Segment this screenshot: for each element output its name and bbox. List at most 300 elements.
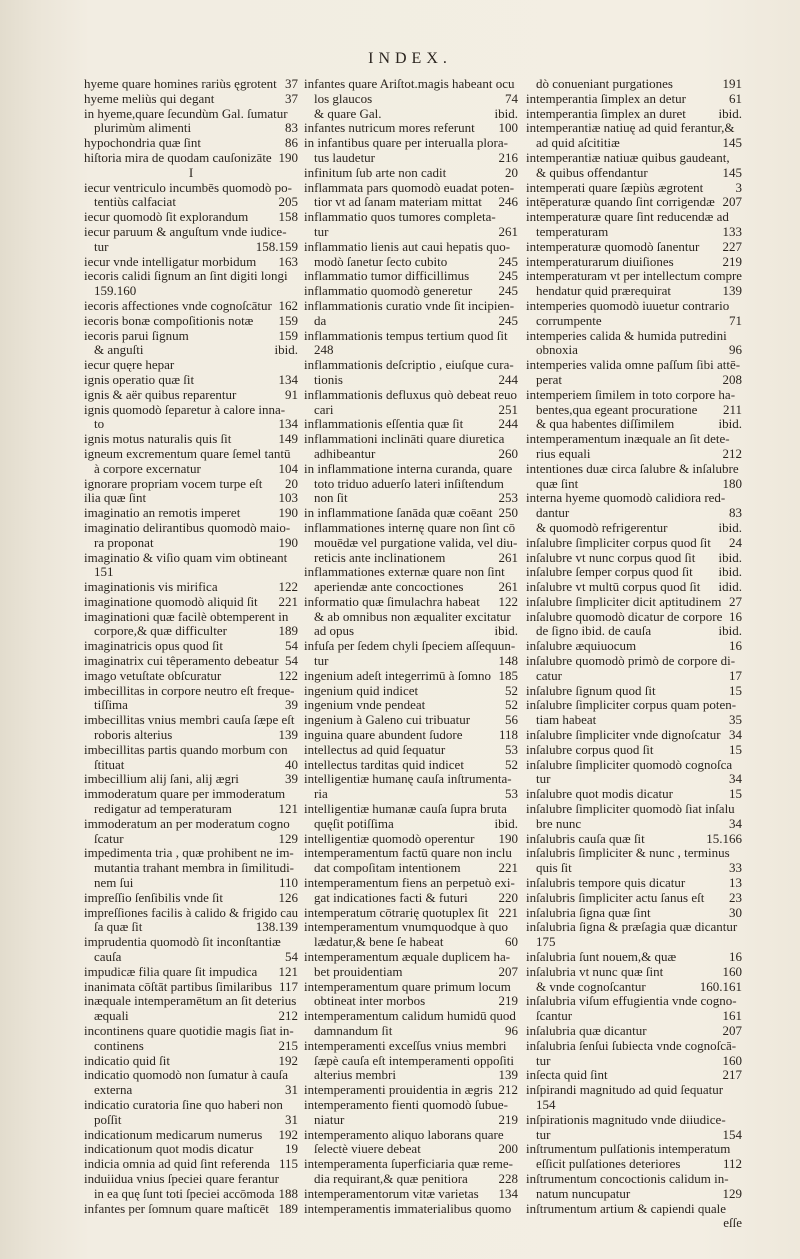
- entry-text: non ſit: [314, 491, 348, 506]
- page-reference: 56: [505, 713, 518, 728]
- page-reference: eſſe: [723, 1216, 742, 1231]
- page-reference: 134: [498, 1186, 518, 1201]
- entry-text: imbecillitas in corpore neutro eſt freque-: [84, 683, 295, 698]
- index-line: [304, 506, 518, 521]
- page-reference: 185: [498, 668, 518, 683]
- entry-text: & qua habentes diſſimilem: [536, 417, 675, 432]
- entry-text: ingenium quid indicet: [304, 683, 419, 698]
- entry-text: imago vetuſtate obſcuratur: [84, 668, 222, 683]
- index-line: [526, 388, 742, 403]
- index-line: [526, 580, 742, 595]
- entry-text: intelligentiæ humanę cauſa inſtrumenta-: [304, 772, 512, 787]
- index-entry: [526, 743, 742, 758]
- entry-text: bentes,qua egeant procuratione: [536, 402, 698, 417]
- index-line: [84, 373, 298, 388]
- entry-text: ſelectè viuere debeat: [314, 1142, 421, 1157]
- index-line: [84, 713, 298, 728]
- index-line: [84, 240, 298, 255]
- page-reference: ibid.: [718, 417, 742, 432]
- page-reference: 103: [278, 491, 298, 506]
- index-line: [526, 1187, 742, 1202]
- index-line: [84, 906, 298, 921]
- entry-text: inſalubria ſigna & præſagia quæ dicantur: [526, 920, 738, 935]
- entry-text: indicatio quomodò non ſumatur à cauſa: [84, 1068, 288, 1083]
- entry-text: ingenium vnde pendeat: [304, 698, 426, 713]
- index-line: [304, 136, 518, 151]
- entry-text: impreſſio ſenſibilis vnde ſit: [84, 890, 224, 905]
- index-entry: [526, 580, 742, 595]
- index-line: [526, 1039, 742, 1054]
- page-reference: 16: [729, 950, 742, 965]
- entry-text: infantes per ſomnum quare maſticēt: [84, 1201, 269, 1216]
- entry-text: impedimenta tria , quæ prohibent ne im-: [84, 846, 294, 861]
- page-reference: 39: [285, 772, 298, 787]
- entry-text: hyeme meliùs qui degant: [84, 91, 215, 106]
- index-entry: [526, 1172, 742, 1202]
- page-reference: 221: [498, 905, 518, 920]
- index-entry: [526, 491, 742, 535]
- entry-text: aperiendæ ante concoctiones: [314, 580, 464, 595]
- entry-text: inflammationis curatio vnde ſit incipien-: [304, 298, 515, 313]
- page-reference: 23: [729, 890, 742, 905]
- index-line: [84, 610, 298, 625]
- index-entry: [304, 240, 518, 270]
- entry-text: 151: [94, 565, 114, 580]
- page-reference: 246: [498, 195, 518, 210]
- page-reference: 20: [285, 476, 298, 491]
- index-line: [526, 1216, 742, 1231]
- entry-text: ſa quæ ſit: [94, 920, 143, 935]
- index-entry: [304, 846, 518, 876]
- entry-text: ſtituat: [94, 757, 125, 772]
- index-entry: [84, 772, 298, 787]
- index-entry: [526, 802, 742, 832]
- entry-text: bre nunc: [536, 816, 582, 831]
- index-line: [84, 698, 298, 713]
- page-reference: 148: [498, 654, 518, 669]
- index-line: [84, 477, 298, 492]
- page-reference: 190: [498, 831, 518, 846]
- entry-text: intemperamentum vnumquodque à quo: [304, 920, 508, 935]
- index-entry: [84, 1054, 298, 1069]
- entry-text: inſalubre ſimpliciter quomodò ſiat inſalu: [526, 802, 735, 817]
- entry-text: obtineat inter morbos: [314, 994, 426, 1009]
- page-reference: 53: [505, 787, 518, 802]
- page-reference: 83: [729, 506, 742, 521]
- index-line: [526, 817, 742, 832]
- entry-text: in infantibus quare per interualla plora-: [304, 136, 508, 151]
- entry-text: hyeme quare homines rariùs ęgrotent: [84, 77, 277, 91]
- index-line: [526, 551, 742, 566]
- index-entry: [304, 506, 518, 521]
- entry-text: ilia quæ ſint: [84, 491, 147, 506]
- index-entry: [304, 1083, 518, 1098]
- index-line: [84, 299, 298, 314]
- index-line: [526, 1142, 742, 1157]
- index-entry: [526, 107, 742, 122]
- page-reference: 15: [729, 742, 742, 757]
- entry-text: redigatur ad temperaturam: [94, 802, 232, 817]
- index-line: [526, 166, 742, 181]
- index-line: [304, 1113, 518, 1128]
- page-reference: 138.139: [255, 920, 298, 935]
- index-line: [526, 1068, 742, 1083]
- index-line: [84, 654, 298, 669]
- index-entry: [304, 136, 518, 166]
- page-reference: 189: [278, 624, 298, 639]
- page-reference: 244: [498, 417, 518, 432]
- page-reference: 217: [722, 1068, 742, 1083]
- entry-text: de ſigno ibid. de cauſa: [536, 624, 652, 639]
- entry-text: damnandum ſit: [314, 1024, 393, 1038]
- index-entry: [84, 269, 298, 299]
- index-line: [526, 876, 742, 891]
- page-reference: 212: [278, 1009, 298, 1024]
- page-reference: 245: [498, 284, 518, 299]
- entry-text: inſalubre quomodò dicatur de corpore: [526, 609, 723, 624]
- entry-text: catur: [536, 668, 562, 683]
- index-line: [84, 1054, 298, 1069]
- index-line: [526, 373, 742, 388]
- index-entry: [84, 906, 298, 936]
- entry-text: mouēdæ vel purgatione valida, vel diu-: [314, 535, 518, 550]
- page-reference: ibid.: [494, 816, 518, 831]
- index-line: [304, 1157, 518, 1172]
- index-entry: [526, 299, 742, 329]
- index-line: [84, 1039, 298, 1054]
- page-reference: 35: [729, 713, 742, 728]
- entry-text: inſalubris ſimpliciter & nunc , terminus: [526, 846, 730, 861]
- index-entry: [84, 477, 298, 492]
- index-line: [526, 477, 742, 492]
- index-line: [304, 861, 518, 876]
- page-reference: 149: [278, 432, 298, 447]
- page-reference: 31: [285, 1083, 298, 1098]
- entry-text: tentiùs calfaciat: [94, 195, 176, 210]
- index-entry: [84, 595, 298, 610]
- index-line: [526, 1098, 742, 1113]
- page-reference: 115: [278, 1157, 298, 1172]
- index-line: [526, 1202, 742, 1217]
- index-entry: [526, 698, 742, 728]
- index-line: [304, 817, 518, 832]
- entry-text: inflammatio quos tumores completa-: [304, 210, 496, 225]
- index-line: [304, 1187, 518, 1202]
- page-reference: 122: [278, 668, 298, 683]
- index-line: [304, 210, 518, 225]
- page-reference: 251: [498, 402, 518, 417]
- entry-text: intellectus tarditas quid indicet: [304, 757, 464, 772]
- entry-text: inſtrumentum artium & capiendi quale: [526, 1201, 727, 1216]
- index-line: [84, 462, 298, 477]
- entry-text: tur: [536, 1127, 551, 1142]
- index-line: [526, 758, 742, 773]
- index-line: [84, 920, 298, 935]
- entry-text: intemperantiæ natiuę ad quid ferantur,&: [526, 121, 735, 136]
- page-reference: 162: [278, 298, 298, 313]
- index-line: [84, 832, 298, 847]
- page-reference: 154: [722, 1127, 742, 1142]
- entry-text: tur: [94, 239, 109, 254]
- index-entry: [304, 1157, 518, 1187]
- entry-text: ſæpè cauſa eſt intemperamenti oppoſiti: [314, 1053, 514, 1068]
- index-entry: [84, 1068, 298, 1098]
- entry-text: inſpirandi magnitudo ad quid ſequatur: [526, 1083, 724, 1098]
- index-line: [304, 595, 518, 610]
- entry-text: iecur quomodò ſit explorandum: [84, 210, 249, 225]
- index-line: [304, 950, 518, 965]
- index-entry: [526, 832, 742, 847]
- entry-text: iecoris bonæ compoſitionis notæ: [84, 313, 254, 328]
- index-entry: [84, 846, 298, 890]
- index-line: [526, 595, 742, 610]
- page-reference: 133: [722, 224, 742, 239]
- entry-text: inguina quare abundent ſudore: [304, 728, 463, 743]
- entry-text: cauſa: [94, 950, 122, 965]
- index-line: [304, 935, 518, 950]
- entry-text: intelligentiæ humanæ cauſa ſupra bruta: [304, 802, 507, 817]
- entry-text: intemperaturæ quare ſint reducendæ ad: [526, 210, 729, 225]
- index-entry: [304, 713, 518, 728]
- index-entry: [84, 358, 298, 373]
- index-line: [84, 388, 298, 403]
- page-reference: 219: [722, 254, 742, 269]
- entry-text: imaginatio & viſio quam vim obtineant: [84, 550, 288, 565]
- page-reference: 54: [285, 639, 298, 654]
- entry-text: inſalubre quomodò primò de corpore di-: [526, 654, 736, 669]
- index-line: [304, 1142, 518, 1157]
- index-line: [84, 403, 298, 418]
- entry-text: ſcatur: [94, 831, 124, 846]
- page-reference: 122: [498, 594, 518, 609]
- index-entry: [526, 846, 742, 876]
- entry-text: inflammatio lienis aut caui hepatis quo-: [304, 239, 511, 254]
- index-line: [304, 1202, 518, 1217]
- page-reference: 207: [722, 195, 742, 210]
- entry-text: inſalubre ſimpliciter corpus quod ſit: [526, 535, 711, 550]
- index-line: [526, 1172, 742, 1187]
- entry-text: niatur: [314, 1112, 345, 1127]
- index-entry: [84, 891, 298, 906]
- page-reference: 160: [722, 1053, 742, 1068]
- index-entry: [304, 758, 518, 773]
- entry-text: & quibus offendantur: [536, 165, 648, 180]
- index-line: [304, 787, 518, 802]
- entry-text: adhibeantur: [314, 446, 376, 461]
- index-entry: [84, 965, 298, 980]
- page-reference: 61: [729, 91, 742, 106]
- entry-text: natum nuncupatur: [536, 1186, 631, 1201]
- entry-text: quæ ſint: [536, 476, 579, 491]
- index-entry: [304, 521, 518, 565]
- index-line: [526, 284, 742, 299]
- page-reference: 215: [278, 1038, 298, 1053]
- index-entry: [84, 403, 298, 433]
- index-line: [84, 284, 298, 299]
- index-entry: [526, 462, 742, 492]
- page-reference: 17: [729, 668, 742, 683]
- page-reference: 16: [729, 609, 742, 624]
- index-line: [526, 210, 742, 225]
- index-line: [84, 1068, 298, 1083]
- entry-text: tus laudetur: [314, 150, 376, 165]
- index-entry: [304, 1009, 518, 1039]
- index-entry: [526, 195, 742, 210]
- index-line: [304, 565, 518, 580]
- index-line: [304, 654, 518, 669]
- entry-text: eſſicit pulſationes deteriores: [536, 1157, 681, 1172]
- entry-text: intentiones duæ circa ſalubre & inſalubre: [526, 461, 739, 476]
- index-entry: [526, 684, 742, 699]
- page-reference: 192: [278, 1127, 298, 1142]
- entry-text: hiſtoria mira de quodam cauſonizāte: [84, 150, 272, 165]
- page-reference: 145: [722, 136, 742, 151]
- page-reference: 126: [278, 890, 298, 905]
- entry-text: mutantia trahant membra in ſimilitudi-: [94, 861, 295, 876]
- index-line: [84, 1024, 298, 1039]
- page-reference: 245: [498, 269, 518, 284]
- index-entry: [526, 1024, 742, 1039]
- index-entry: [304, 1128, 518, 1158]
- index-line: [84, 329, 298, 344]
- entry-text: tur: [536, 772, 551, 787]
- index-line: [526, 195, 742, 210]
- index-entry: [84, 329, 298, 359]
- page-reference: 54: [285, 654, 298, 669]
- entry-text: infinitum ſub arte non cadit: [304, 165, 447, 180]
- index-line: [304, 772, 518, 787]
- page-reference: 39: [285, 698, 298, 713]
- index-entry: [84, 225, 298, 255]
- page-reference: 208: [722, 372, 742, 387]
- entry-text: inſpirationis magnitudo vnde diiudice-: [526, 1112, 726, 1127]
- page-reference: 27: [729, 594, 742, 609]
- entry-text: quęſit potiſſima: [314, 816, 394, 831]
- entry-text: los glaucos: [314, 91, 373, 106]
- index-line: [84, 343, 298, 358]
- index-line: [526, 225, 742, 240]
- index-line: [304, 166, 518, 181]
- page-reference: 122: [278, 580, 298, 595]
- page-reference: 96: [505, 1024, 518, 1038]
- index-entry: [526, 358, 742, 388]
- index-entry: [84, 1142, 298, 1157]
- index-line: [84, 432, 298, 447]
- entry-text: intemperamentum æquale duplicem ha-: [304, 950, 511, 965]
- entry-text: intemperamentum factū quare non inclu: [304, 846, 512, 861]
- index-line: [84, 1157, 298, 1172]
- index-line: [84, 1187, 298, 1202]
- entry-text: immoderatum quare per immoderatum: [84, 787, 286, 802]
- entry-text: cari: [314, 402, 334, 417]
- entry-text: iecoris calidi ſignum an ſint digiti longi: [84, 269, 288, 284]
- entry-text: intemperamentum quare primum locum: [304, 979, 511, 994]
- index-entry: [526, 121, 742, 151]
- index-entry: [84, 151, 298, 166]
- page-reference: 54: [285, 950, 298, 965]
- entry-text: inſecta quid ſint: [526, 1068, 608, 1083]
- index-entry: [526, 965, 742, 995]
- index-line: [526, 329, 742, 344]
- index-entry: [304, 906, 518, 921]
- entry-text: intemperaturam vt per intellectum compre: [526, 269, 742, 284]
- entry-text: inſtrumentum concoctionis calidum in-: [526, 1171, 729, 1186]
- entry-text: inflammationis eſſentia quæ ſit: [304, 417, 464, 432]
- entry-text: 248: [314, 343, 334, 358]
- index-entry: [526, 1113, 742, 1143]
- index-line: [304, 314, 518, 329]
- index-entry: [526, 1039, 742, 1069]
- entry-text: & quomodò refrigerentur: [536, 520, 668, 535]
- index-entry: [526, 595, 742, 610]
- index-line: [304, 181, 518, 196]
- entry-text: imaginationi quæ facilè obtemperent in: [84, 609, 289, 624]
- index-entry: [84, 669, 298, 684]
- index-line: [84, 521, 298, 536]
- index-entry: [526, 432, 742, 462]
- index-line: [304, 1098, 518, 1113]
- index-line: [84, 743, 298, 758]
- index-line: [526, 980, 742, 995]
- index-entry: [84, 817, 298, 847]
- entry-text: inſalubria ſunt nouem,& quæ: [526, 950, 677, 965]
- index-line: [526, 965, 742, 980]
- index-line: [84, 994, 298, 1009]
- page-reference: 192: [278, 1053, 298, 1068]
- entry-text: reticis ante inclinationem: [314, 550, 446, 565]
- index-line: [526, 403, 742, 418]
- entry-text: ingenium à Galeno cui tribuatur: [304, 713, 471, 728]
- index-line: [304, 684, 518, 699]
- index-line: [84, 1098, 298, 1113]
- entry-text: gat indicationes facti & futuri: [314, 890, 468, 905]
- index-entry: [304, 669, 518, 684]
- entry-text: quis ſit: [536, 861, 572, 876]
- index-line: [84, 107, 298, 122]
- entry-text: inſalubris ſimpliciter actu ſanus eſt: [526, 890, 705, 905]
- entry-text: intellectus ad quid ſequatur: [304, 742, 446, 757]
- entry-text: iecur quęre hepar: [84, 358, 175, 373]
- entry-text: inſalubre ſemper corpus quod ſit: [526, 565, 693, 580]
- entry-text: induiidua vnius ſpeciei quare ferantur: [84, 1171, 279, 1186]
- page-reference: 190: [278, 150, 298, 165]
- index-line: [526, 1083, 742, 1098]
- index-entry: [84, 639, 298, 654]
- entry-text: tior vt ad ſanam materiam mittat: [314, 195, 482, 210]
- page-reference: 212: [722, 446, 742, 461]
- page-reference: 15: [729, 683, 742, 698]
- entry-text: tur: [536, 1053, 551, 1068]
- index-line: [526, 181, 742, 196]
- page-reference: 261: [498, 550, 518, 565]
- index-entry: [304, 284, 518, 299]
- entry-text: 175: [536, 935, 556, 950]
- entry-text: indicatio quid ſit: [84, 1053, 170, 1068]
- entry-text: inſtrumentum pulſationis intemperatum: [526, 1142, 731, 1157]
- entry-text: inflammata pars quomodò euadat poten-: [304, 180, 515, 195]
- entry-text: & ab omnibus non æqualiter excitatur: [314, 609, 511, 624]
- index-line: [304, 846, 518, 861]
- index-line: [304, 536, 518, 551]
- index-line: [526, 920, 742, 935]
- entry-text: inſalubris cauſa quæ ſit: [526, 831, 645, 846]
- index-entry: [304, 639, 518, 669]
- page-reference: 139: [278, 728, 298, 743]
- page-reference: 159: [278, 328, 298, 343]
- index-line: [84, 1128, 298, 1143]
- entry-text: ra proponat: [94, 535, 154, 550]
- entry-text: inflammationes externæ quare non ſint: [304, 565, 505, 580]
